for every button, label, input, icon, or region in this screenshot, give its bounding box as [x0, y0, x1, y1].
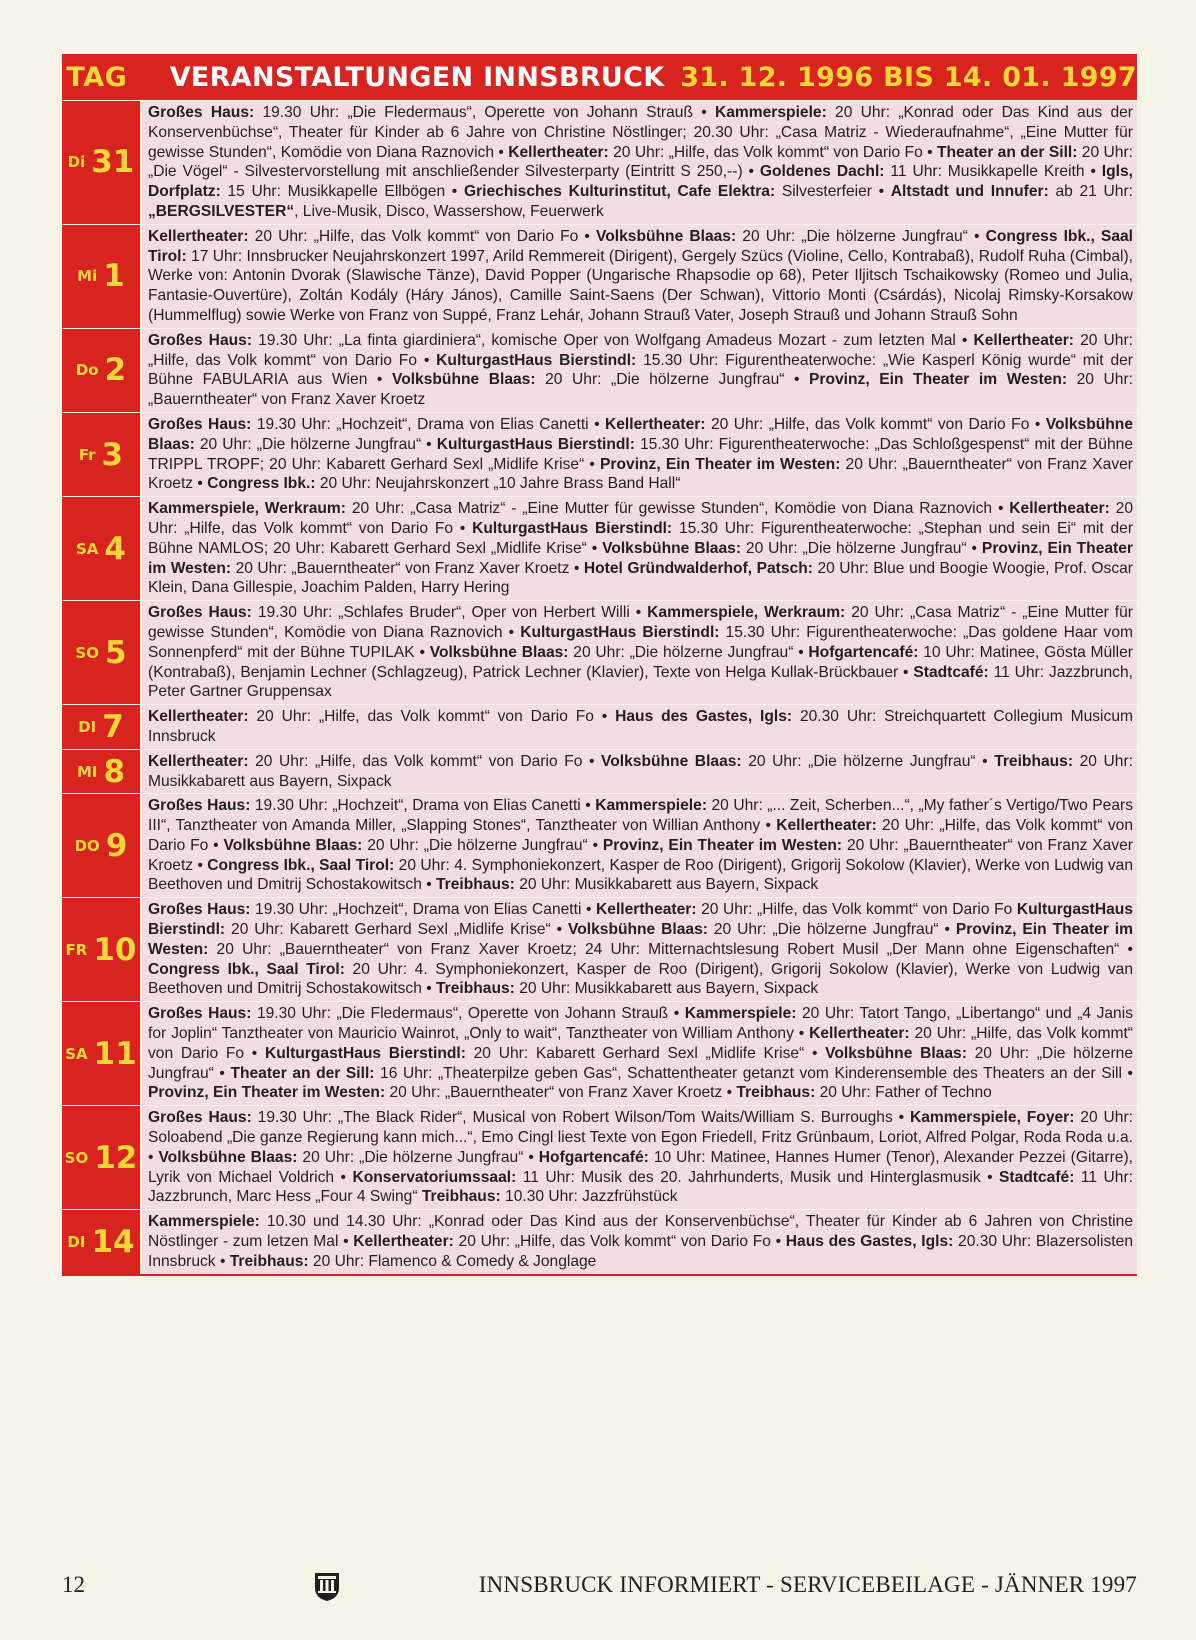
event-details: 20 Uhr: Soloabend „Die ganze Regierung kann mich...“, Emo Cingl liest Texte von Egon Friedell, Fritz Grünbaum, Loriot, Alfred Polgar, Roda Roda u.a. • — [148, 1109, 1133, 1166]
venue-name: Treibhaus: — [736, 1084, 816, 1102]
venue-name: Volksbühne Blaas: — [148, 415, 1133, 453]
event-details: 20 Uhr: 4. Symphoniekonzert, Kasper de Roo (Dirigent), Grigorij Sokolow (Klavier), Werke von Ludwig van Beethoven und Dmitrij Schostakowitsch • — [148, 856, 1134, 894]
day-events — [142, 794, 1137, 897]
venue-name: Volksbühne Blaas: — [391, 371, 536, 389]
day-row — [62, 1105, 1137, 1209]
day-label — [62, 329, 142, 412]
event-details: 20 Uhr: „Bauerntheater“ von Franz Xaver Kroetz • — [148, 455, 1133, 493]
event-details: 20 Uhr: „Hilfe, das Volk kommt“ von Dario Fo • — [148, 817, 1133, 854]
venue-name: Hofgartencafé: — [808, 643, 919, 661]
venue-name: Volksbühne Blaas: — [568, 921, 708, 939]
publication-title: INNSBRUCK INFORMIERT - SERVICEBEILAGE - JÄNNER 1997 — [478, 1572, 1137, 1597]
weekday: SA — [65, 1044, 88, 1063]
event-details: 11 Uhr: Jazzbrunch, Marc Hess „Four 4 Swing“ — [148, 1168, 1133, 1206]
venue-name: Kellertheater: — [809, 1025, 910, 1043]
day-row — [62, 704, 1137, 749]
event-details: 10 Uhr: Matinee, Hannes Humer (Tenor), Alexander Pezzei (Gitarre), Lyrik von Michael Voldrich • — [148, 1148, 1133, 1186]
event-details: 15 Uhr: Musikkapelle Ellbögen • — [220, 183, 464, 201]
event-details: 20 Uhr: „Hilfe, das Volk kommt“ von Dario Fo • — [148, 331, 1133, 369]
venue-name: Kammerspiele, Werkraum: — [647, 604, 846, 622]
day-number: 9 — [105, 827, 128, 864]
day-row — [62, 600, 1137, 704]
event-details: 10.30 und 14.30 Uhr: „Konrad oder Das Kind aus der Konservenbüchse“, Theater für Kinder ab 6 Jahren von Christine Nöstlinger - zum letzen Mal • — [148, 1213, 1133, 1251]
day-row — [62, 496, 1137, 600]
venue-name: Goldenes Dachl: — [759, 163, 885, 181]
venue-name: Volksbühne Blaas: — [602, 539, 742, 557]
venue-name: Congress Ibk., Saal Tirol: — [148, 227, 1133, 265]
venue-name: Kammerspiele, Foyer: — [909, 1109, 1075, 1127]
day-row — [62, 224, 1137, 328]
event-details: 20 Uhr: „Konrad oder Das Kind aus der Konservenbüchse“, Theater für Kinder ab 6 Jahre von Christine Nöstlinger; 20.30 Uhr: „Casa Matriz - Wiederaufnahme“, „Eine Mutter für gewisse Stunden“, Komödie von Diana Raznovich • — [148, 104, 1133, 161]
event-details: ab 21 Uhr: — [1048, 183, 1133, 201]
event-details: 16 Uhr: „Theaterpilze geben Gas“, Schattentheater getanzt vom Kinderensemble des Theaters an der Sill • — [374, 1064, 1133, 1082]
day-number: 7 — [102, 708, 124, 745]
venue-name: KulturgastHaus Bierstindl: — [472, 519, 673, 537]
event-details: 15.30 Uhr: Figurentheaterwoche: „Wie Kasperl König wurde“ mit der Bühne FABULARIA aus Wien • — [148, 351, 1133, 389]
day-number: 4 — [104, 530, 126, 567]
event-details: 20 Uhr: Kabarett Gerhard Sexl „Midlife Krise“ • — [465, 1044, 826, 1062]
venue-name: Theater an der Sill: — [936, 143, 1078, 161]
venue-name: Kellertheater: — [353, 1233, 454, 1251]
day-row — [62, 328, 1137, 412]
venue-name: Treibhaus: — [421, 1188, 501, 1206]
event-details: 20 Uhr: „Hilfe, das Volk kommt“ von Dario Fo — [696, 901, 1017, 919]
venue-name: Großes Haus: — [148, 1005, 252, 1023]
day-number: 31 — [91, 144, 135, 181]
event-details: 20 Uhr: 4. Symphoniekonzert, Kasper de Roo (Dirigent), Grigorij Sokolow (Klavier), Werke von Ludwig van Beethoven und Dmitrij Schostakowitsch • — [148, 960, 1134, 998]
venue-name: Großes Haus: — [148, 415, 252, 433]
page-footer — [62, 1572, 1137, 1606]
event-details: 20 Uhr: Musikkabarett aus Bayern, Sixpack — [514, 876, 819, 894]
event-details: 20 Uhr: „Die hölzerne Jungfrau“ • — [194, 435, 437, 453]
day-events — [142, 1106, 1137, 1209]
weekday: DI — [78, 717, 97, 736]
weekday: Di — [67, 153, 86, 172]
venue-name: Volksbühne Blaas: — [429, 643, 569, 661]
day-events — [142, 1210, 1137, 1273]
venue-name: Congress Ibk., Saal Tirol: — [207, 856, 395, 874]
event-details: 20 Uhr: Kabarett Gerhard Sexl „Midlife Krise“ • — [225, 921, 568, 939]
venue-name: Kammerspiele: — [148, 1213, 260, 1231]
venue-name: Kammerspiele: — [684, 1005, 797, 1023]
venue-name: Provinz, Ein Theater im Westen: — [148, 539, 1133, 577]
event-details: 10 Uhr: Matinee, Gösta Müller (Kontrabaß), Benjamin Lechner (Schlagzeug), Patrick Lechner (Klavier), Texte von Helga Kullak-Brückbauer • — [148, 643, 1133, 681]
event-details: 19.30 Uhr: „Hochzeit“, Drama von Elias Canetti • — [250, 901, 597, 919]
venue-name: Kellertheater: — [148, 708, 249, 726]
event-details: 20.30 Uhr: Blazersolisten Innsbruck • — [148, 1233, 1133, 1270]
day-events — [142, 601, 1137, 704]
day-row — [62, 412, 1137, 496]
event-details: 10.30 Uhr: Jazzfrühstück — [500, 1188, 678, 1206]
event-details: Silvesterfeier • — [775, 183, 891, 201]
event-details: 20 Uhr: „Casa Matriz“ - „Eine Mutter für gewisse Stunden“, Komödie von Diana Raznovich • — [345, 500, 1010, 518]
venue-name: Congress Ibk.: — [207, 475, 316, 493]
venue-name: Konservatoriumssaal: — [352, 1168, 517, 1186]
bottom-rule — [62, 1274, 1137, 1276]
venue-name: Congress Ibk., Saal Tirol: — [148, 960, 345, 978]
venue-name: KulturgastHaus Bierstindl: — [520, 623, 720, 641]
venue-name: Stadtcafé: — [913, 663, 989, 681]
event-details: 20 Uhr: „Hilfe, das Volk kommt“ von Dario Fo • — [248, 227, 597, 245]
venue-name: Volksbühne Blaas: — [596, 227, 737, 245]
venue-name: Volksbühne Blaas: — [158, 1148, 298, 1166]
event-details: 20 Uhr: „Hilfe, das Volk kommt“ von Dario Fo • — [248, 752, 602, 770]
venue-name: Kammerspiele: — [595, 797, 708, 815]
day-number: 2 — [104, 352, 127, 389]
day-row — [62, 100, 1137, 224]
weekday: FR — [65, 940, 88, 959]
event-details: 20 Uhr: „Die hölzerne Jungfrau“ • — [736, 227, 986, 245]
venue-name: KulturgastHaus Bierstindl: — [148, 901, 1133, 939]
weekday: SO — [64, 1148, 89, 1167]
venue-name: Stadtcafé: — [999, 1168, 1075, 1186]
venue-name: Hofgartencafé: — [538, 1148, 649, 1166]
venue-name: Volksbühne Blaas: — [825, 1044, 967, 1062]
weekday: Do — [75, 361, 99, 380]
event-details: 20 Uhr: „Hilfe, das Volk kommt“ von Dario Fo • — [705, 415, 1046, 433]
venue-name: Kellertheater: — [605, 415, 706, 433]
venue-name: „BERGSILVESTER“ — [148, 202, 295, 220]
venue-name: Großes Haus: — [148, 797, 251, 815]
event-details: 20 Uhr: „Hilfe, das Volk kommt“ von Dario Fo • — [148, 500, 1133, 537]
event-details: 20 Uhr: „Hilfe, das Volk kommt“ von Dario Fo • — [148, 1025, 1134, 1062]
venue-name: Kellertheater: — [148, 752, 249, 770]
day-row — [62, 897, 1137, 1001]
day-events — [142, 101, 1137, 224]
event-details: 20 Uhr: „Die hölzerne Jungfrau“ • — [568, 643, 809, 661]
venue-name: Kellertheater: — [596, 901, 697, 919]
table-header — [62, 54, 1137, 100]
day-label — [62, 1002, 142, 1105]
event-details: 20 Uhr: „Die hölzerne Jungfrau“ • — [297, 1148, 539, 1166]
venue-name: Provinz, Ein Theater im Westen: — [600, 455, 841, 473]
day-label — [62, 1210, 142, 1273]
weekday: DI — [67, 1232, 86, 1251]
day-events — [142, 225, 1137, 328]
day-events — [142, 497, 1137, 600]
event-details: 20 Uhr: „Casa Matriz“ - „Eine Mutter für gewisse Stunden“, Komödie von Diana Raznovich • — [148, 604, 1133, 641]
day-label — [62, 497, 142, 600]
weekday: MI — [76, 762, 98, 781]
event-details: 20 Uhr: Flamenco & Comedy & Jonglage — [308, 1252, 597, 1270]
events-title: VERANSTALTUNGEN INNSBRUCK — [169, 61, 665, 93]
event-details: 20 Uhr: „Hilfe, das Volk kommt“ von Dario Fo • — [248, 708, 616, 726]
day-column-header: TAG — [66, 61, 128, 93]
day-number: 14 — [91, 1223, 135, 1260]
venue-name: KulturgastHaus Bierstindl: — [436, 435, 635, 453]
day-label — [62, 794, 142, 897]
venue-name: Treibhaus: — [994, 752, 1074, 770]
venue-name: Treibhaus: — [436, 980, 515, 998]
venue-name: Altstadt und Innufer: — [890, 183, 1049, 201]
venue-name: Kellertheater: — [508, 143, 609, 161]
weekday: SA — [76, 539, 99, 558]
venue-name: Theater an der Sill: — [230, 1064, 375, 1082]
event-details: 20 Uhr: „Bauerntheater“ von Franz Xaver Kroetz • — [148, 836, 1133, 874]
venue-name: KulturgastHaus Bierstindl: — [436, 351, 637, 369]
event-details: 11 Uhr: Jazzbrunch, Peter Gartner Gruppensax — [148, 663, 1133, 701]
day-row — [62, 793, 1137, 897]
day-label — [62, 225, 142, 328]
day-number: 3 — [101, 436, 124, 473]
day-rows — [62, 100, 1137, 1274]
day-events — [142, 898, 1137, 1001]
venue-name: KulturgastHaus Bierstindl: — [264, 1044, 466, 1062]
day-events — [142, 329, 1137, 412]
event-details: 20 Uhr: „Die Vögel“ - Silvestervorstellung mit anschließender Silvesterparty (Eintritt S 250,--) • — [148, 143, 1133, 181]
event-details: 20 Uhr: „Die hölzerne Jungfrau“ • — [741, 539, 982, 557]
event-details: 19.30 Uhr: „Hochzeit“, Drama von Elias Canetti • — [250, 797, 596, 815]
day-number: 11 — [93, 1035, 137, 1072]
events-heading — [132, 62, 1137, 93]
page-number: 12 — [62, 1572, 85, 1597]
venue-name: Griechisches Kulturinstitut, Cafe Elektra: — [463, 183, 776, 201]
venue-name: Volksbühne Blaas: — [601, 752, 742, 770]
event-details: 19.30 Uhr: „Schlafes Bruder“, Oper von Herbert Willi • — [251, 604, 648, 622]
venue-name: Großes Haus: — [148, 604, 252, 622]
event-details: 19.30 Uhr: „Die Fledermaus“, Operette von Johann Strauß • — [251, 1005, 685, 1023]
event-details: 20 Uhr: „Bauerntheater“ von Franz Xaver Kroetz; 24 Uhr: Mitternachtslesung Robert Musil „Der Mann ohne Eigenschaften“ • — [208, 940, 1133, 958]
day-events — [142, 1002, 1137, 1105]
day-row — [62, 1001, 1137, 1105]
day-row — [62, 749, 1137, 794]
venue-name: Treibhaus: — [229, 1252, 309, 1270]
venue-name: Kellertheater: — [148, 227, 249, 245]
event-details: 15.30 Uhr: Figurentheaterwoche: „Stephan und sein Ei“ mit der Bühne NAMLOS; 20 Uhr: Kabarett Gerhard Sexl „Midlife Krise“ • — [148, 519, 1134, 557]
event-details: 19.30 Uhr: „The Black Rider“, Musical von Robert Wilson/Tom Waits/William S. Burroughs • — [251, 1109, 910, 1127]
weekday: DO — [74, 836, 100, 855]
weekday: SO — [75, 643, 99, 662]
venue-name: Großes Haus: — [148, 104, 255, 121]
venue-name: Großes Haus: — [148, 331, 253, 349]
day-label — [62, 601, 142, 704]
venue-name: Kellertheater: — [776, 817, 877, 835]
day-number: 1 — [103, 258, 125, 295]
event-details: 20 Uhr: Musikkabarett aus Bayern, Sixpack — [514, 980, 819, 998]
event-details: 11 Uhr: Musikkapelle Kreith • — [884, 163, 1102, 181]
venue-name: Provinz, Ein Theater im Westen: — [148, 921, 1134, 958]
event-details: 15.30 Uhr: Figurentheaterwoche: „Das Schloßgespenst“ mit der Bühne TRIPPL TROPF; 20 Uhr: Kabarett Gerhard Sexl „Midlife Krise“ • — [148, 435, 1133, 473]
weekday: Fr — [78, 445, 96, 464]
venue-name: Großes Haus: — [148, 901, 251, 919]
venue-name: Haus des Gastes, Igls: — [615, 708, 793, 726]
venue-name: Kammerspiele, Werkraum: — [148, 500, 346, 518]
event-details: 20.30 Uhr: Streichquartett Collegium Musicum Innsbruck — [148, 708, 1133, 745]
event-details: 20 Uhr: Blue und Boogie Woogie, Prof. Oscar Klein, Dana Gillespie, Joachim Palden, Harry Hering — [148, 559, 1133, 597]
day-number: 5 — [104, 634, 127, 671]
events-table — [62, 54, 1137, 1276]
venue-name: Volksbühne Blaas: — [223, 836, 363, 854]
venue-name: Provinz, Ein Theater im Westen: — [148, 1084, 386, 1102]
venue-name: Haus des Gastes, Igls: — [785, 1233, 954, 1251]
day-events — [142, 413, 1137, 496]
event-details: 20 Uhr: Musikkabarett aus Bayern, Sixpack — [148, 752, 1133, 790]
event-details: 20 Uhr: „... Zeit, Scherben...“, „My father´s Vertigo/Two Pears III“, Tanztheater von Amanda Miller, „Slapping Stones“, Tanztheater von Willian Anthony • — [148, 797, 1133, 835]
venue-name: Großes Haus: — [148, 1109, 252, 1127]
event-details: 20 Uhr: „Die hölzerne Jungfrau“ • — [362, 836, 603, 854]
event-details: 20 Uhr: „Die hölzerne Jungfrau“ • — [148, 1044, 1133, 1082]
day-events — [142, 750, 1137, 794]
event-details: 19.30 Uhr: „Die Fledermaus“, Operette von Johann Strauß • — [254, 104, 715, 121]
event-details: 20 Uhr: „Bauerntheater“ von Franz Xaver Kroetz • — [385, 1084, 737, 1102]
venue-name: Kellertheater: — [1009, 500, 1110, 518]
venue-name: Kammerspiele: — [714, 104, 827, 121]
event-details: 20 Uhr: „Hilfe, das Volk kommt“ von Dario Fo • — [453, 1233, 786, 1251]
event-details: 20 Uhr: „Bauerntheater“ von Franz Xaver Kroetz — [148, 371, 1133, 409]
day-label — [62, 705, 142, 749]
event-details: 20 Uhr: „Die hölzerne Jungfrau“ • — [741, 752, 995, 770]
event-details: 20 Uhr: „Die hölzerne Jungfrau“ • — [535, 371, 810, 389]
event-details: 20 Uhr: „Die hölzerne Jungfrau“ • — [707, 921, 956, 939]
day-number: 8 — [103, 753, 126, 790]
day-events — [142, 705, 1137, 749]
venue-name: Provinz, Ein Theater im Westen: — [602, 836, 843, 854]
event-details: 20 Uhr: „Hilfe, das Volk kommt“ von Dario Fo • — [608, 143, 937, 161]
day-row — [62, 1209, 1137, 1273]
venue-name: Kellertheater: — [973, 331, 1074, 349]
event-details: 19.30 Uhr: „La finta giardiniera“, komische Oper von Wolfgang Amadeus Mozart - zum letzten Mal • — [252, 331, 974, 349]
date-range: 31. 12. 1996 BIS 14. 01. 1997 — [680, 61, 1137, 93]
day-label — [62, 898, 142, 1001]
day-label — [62, 1106, 142, 1209]
venue-name: Treibhaus: — [436, 876, 515, 894]
event-details: , Live-Musik, Disco, Wassershow, Feuerwerk — [294, 202, 604, 220]
day-number: 12 — [94, 1139, 138, 1176]
event-details: 17 Uhr: Innsbrucker Neujahrskonzert 1997, Arild Remmereit (Dirigent), Gergely Szücs (Violine, Cello, Kontrabaß), Rudolf Ruha (Cimbal), Werke von: Antonin Dvorak (Slawische Tänze), David Popper (Ungarische Rhapsodie op 68), Peter Iljitsch Tschaikowsky (Romeo und Julia, Fantasie-Ouvertüre), Zoltán Kodály (Háry János), Camille Saint-Saens (Der Schwan), Vittorio Monti (Csárdás), Nicolaj Rimsky-Korsakow (Hummelflug) sowie Werke von Franz von Suppé, Franz Lehár, Johann Strauß Vater, Joseph Strauß und Johann Strauß Sohn — [148, 247, 1133, 324]
day-label — [62, 413, 142, 496]
event-details: 11 Uhr: Musik des 20. Jahrhunderts, Musik und Hinterglasmusik • — [516, 1168, 1000, 1186]
venue-name: Hotel Gründwalderhof, Patsch: — [583, 559, 813, 577]
day-number: 10 — [93, 931, 137, 968]
event-details: 20 Uhr: „Bauerntheater“ von Franz Xaver Kroetz • — [231, 559, 584, 577]
event-details: 19.30 Uhr: „Hochzeit“, Drama von Elias Canetti • — [251, 415, 605, 433]
day-label — [62, 101, 142, 224]
event-details: 20 Uhr: Neujahrskonzert „10 Jahre Brass Band Hall“ — [315, 475, 681, 493]
event-details: 20 Uhr: Father of Techno — [815, 1084, 992, 1102]
weekday: Mi — [77, 267, 98, 286]
venue-name: Igls, Dorfplatz: — [148, 163, 1133, 201]
day-label — [62, 750, 142, 794]
city-crest-icon — [314, 1570, 340, 1602]
event-details: 15.30 Uhr: Figurentheaterwoche: „Das goldene Haar vom Sonnenpferd“ mit der Bühne TUPILAK • — [148, 623, 1134, 661]
venue-name: Provinz, Ein Theater im Westen: — [809, 371, 1068, 389]
event-details: 20 Uhr: Tatort Tango, „Libertango“ und „4 Janis for Joplin“ Tanztheater von Mauricio Wainrot, „Only to wait“, Tanztheater von William Anthony • — [148, 1005, 1133, 1043]
